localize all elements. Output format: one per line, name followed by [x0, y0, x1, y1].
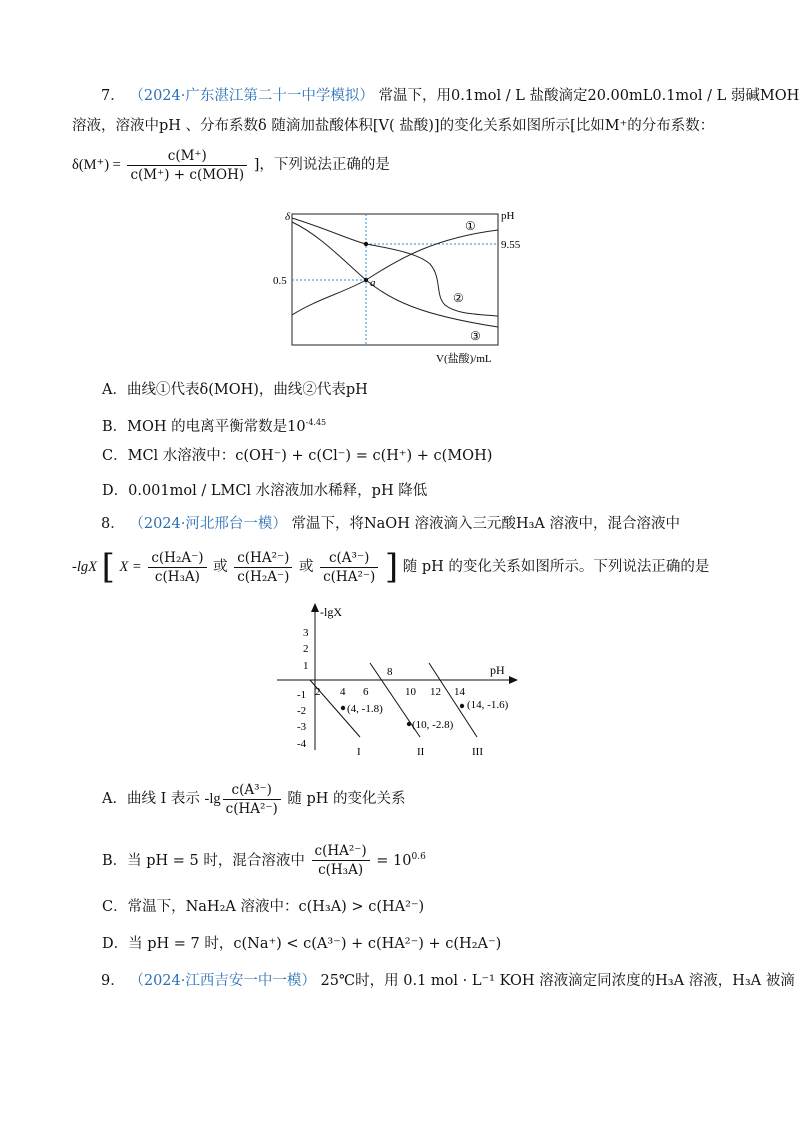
q8-ytick-m3: -3 — [297, 721, 307, 733]
q8-option-a-den: c(HA²⁻) — [225, 800, 278, 817]
q8-ytick-1: 1 — [303, 660, 309, 672]
q8-option-a-num: c(A³⁻) — [223, 781, 281, 800]
q7-ylabel-right: pH — [501, 210, 515, 222]
q9-text: 25℃时，用 0.1 mol · L⁻¹ KOH 溶液滴定同浓度的H₃A 溶液，H₃A 被滴 — [320, 973, 795, 989]
q7-label-curve2: ② — [453, 291, 464, 305]
q7-chart-frame — [292, 214, 498, 345]
q8-ytick-m2: -2 — [297, 705, 307, 717]
q8-option-b-den: c(H₃A) — [318, 862, 364, 879]
q8-frac-3-den: c(HA²⁻) — [323, 568, 376, 585]
q8-x-arrow — [509, 676, 518, 684]
q8-formula — [72, 546, 709, 588]
q8-xtick-12: 12 — [430, 686, 441, 698]
q7-line2: 溶液，溶液中pH 、分布系数δ 随滴加盐酸体积[V( 盐酸)]的变化关系如图所示[比如M⁺的分布系数： — [72, 118, 715, 134]
q8-ytick-m1: -1 — [297, 689, 307, 701]
q8-option-d: D．当 pH = 7 时，c(Na⁺) < c(A³⁻) + c(HA²⁻) + c(H₂A⁻) — [102, 936, 502, 952]
q8-xtick-2: 2 — [315, 686, 321, 698]
q8-frac-3 — [320, 549, 378, 586]
q8-y-label: -lgX — [320, 605, 342, 619]
q7-point-955 — [364, 242, 368, 246]
q8-xtick-8: 8 — [387, 666, 393, 678]
q8-option-b-pre: B．当 pH = 5 时，混合溶液中 — [102, 852, 305, 869]
q8-frac-2 — [234, 549, 292, 586]
q7-formula-num: c(M⁺) — [127, 147, 247, 166]
q8-option-b-exp: 0.6 — [411, 852, 426, 862]
q7-option-b-text: B．MOH 的电离平衡常数是10 — [102, 418, 306, 435]
q8-bracket-right: ] — [384, 547, 399, 587]
q9-source: （2024·江西吉安一中一模） — [129, 973, 316, 989]
q8-or-2: 或 — [298, 559, 314, 575]
q7-formula-fraction — [127, 147, 247, 184]
q8-bracket-left: [ — [101, 547, 115, 587]
q7-formula-tail: ]，下列说法正确的是 — [253, 157, 390, 173]
q8-point-2-label: (10, -2.8) — [412, 719, 454, 731]
q8-option-b — [102, 836, 426, 882]
q7-number: 7． — [101, 88, 125, 104]
q7-curve-3 — [292, 222, 498, 327]
q7-source: （2024·广东湛江第二十一中学模拟） — [129, 88, 374, 104]
q8-frac-1 — [148, 549, 206, 586]
q7-label-curve3: ③ — [470, 329, 481, 343]
q7-ylabel-left: δ — [285, 211, 291, 223]
q8-point-1 — [341, 706, 345, 710]
q7-formula-lhs: δ(M⁺) = — [72, 157, 121, 173]
q8-line1-text: 常温下，将NaOH 溶液滴入三元酸H₃A 溶液中，混合溶液中 — [291, 516, 680, 532]
q7-label-curve1: ① — [465, 219, 476, 233]
q7-formula-den: c(M⁺) + c(MOH) — [130, 166, 245, 183]
q8-option-a: A．曲线 I 表示 -lg $\frac{\text{c(A³⁻)}}{\text{c(HA²⁻)}}$ 随 pH 的变化关系 — [102, 781, 406, 817]
q8-frac-1-num: c(H₂A⁻) — [148, 549, 206, 568]
q7-option-c: C．MCl 水溶液中：c(OH⁻) + c(Cl⁻) = c(H⁺) + c(MOH) — [102, 448, 493, 464]
q7-tick-955: 9.55 — [501, 239, 521, 251]
q8-source: （2024·河北邢台一模） — [129, 516, 287, 532]
q8-frac-1-den: c(H₃A) — [154, 568, 200, 585]
q7-line1 — [101, 86, 799, 106]
q8-point-3 — [460, 704, 464, 708]
q8-y-arrow — [311, 603, 319, 612]
q7-curve-1 — [292, 230, 498, 315]
q8-frac-2-num: c(HA²⁻) — [234, 549, 292, 568]
q8-frac-3-num: c(A³⁻) — [320, 549, 378, 568]
q8-line1 — [101, 514, 680, 534]
q8-x-eq: X = — [119, 559, 142, 575]
q8-x-label: pH — [490, 663, 505, 677]
q7-line1-text: 常温下，用0.1mol / L 盐酸滴定20.00mL0.1mol / L 弱碱MOH — [378, 88, 800, 104]
q7-chart — [270, 200, 530, 370]
q8-ytick-m4: -4 — [297, 738, 307, 750]
q7-point-a — [364, 278, 368, 282]
q8-xtick-6: 6 — [363, 686, 369, 698]
q7-tick-05: 0.5 — [273, 275, 287, 287]
q8-option-a-frac — [223, 781, 281, 818]
q7-option-d: D．0.001mol / LMCl 水溶液加水稀释，pH 降低 — [102, 483, 428, 499]
q8-or-1: 或 — [213, 559, 228, 575]
q7-option-b-exp: -4.45 — [305, 418, 327, 427]
q8-number: 8． — [101, 516, 125, 532]
q8-point-2 — [407, 722, 411, 726]
q8-xtick-14: 14 — [454, 686, 465, 698]
q8-frac-2-den: c(H₂A⁻) — [237, 568, 290, 585]
q8-lgx: -lgX — [72, 559, 97, 575]
q8-curve-I-label: I — [357, 746, 361, 758]
q7-label-a: a — [370, 277, 376, 289]
q8-option-b-frac — [312, 842, 370, 879]
q9-line1 — [101, 971, 795, 991]
q8-xtick-4: 4 — [340, 686, 346, 698]
q8-option-b-num: c(HA²⁻) — [312, 842, 370, 861]
q8-ytick-2: 2 — [303, 643, 309, 655]
q8-point-1-label: (4, -1.8) — [347, 703, 383, 715]
q8-chart — [272, 600, 562, 765]
q9-number: 9． — [101, 973, 125, 989]
q8-tail: 随 pH 的变化关系如图所示。下列说法正确的是 — [402, 559, 710, 575]
q8-curve-II-label: II — [417, 746, 425, 758]
q8-option-a-post: 随 pH 的变化关系 — [287, 791, 406, 807]
q8-curve-III-label: III — [472, 746, 483, 758]
q7-formula — [72, 146, 390, 184]
q7-option-b — [102, 413, 326, 437]
q8-option-c: C．常温下，NaH₂A 溶液中：c(H₃A) > c(HA²⁻) — [102, 899, 425, 915]
q7-option-a: A．曲线①代表δ(MOH)，曲线②代表pH — [102, 382, 368, 398]
q8-ytick-3: 3 — [303, 627, 309, 639]
q8-option-a-pre: A．曲线 I 表示 — [102, 791, 200, 807]
q8-option-b-post: = 10 — [376, 852, 412, 869]
q7-xlabel: V(盐酸)/mL — [436, 353, 492, 365]
q8-xtick-10: 10 — [405, 686, 416, 698]
q8-point-3-label: (14, -1.6) — [467, 699, 509, 711]
